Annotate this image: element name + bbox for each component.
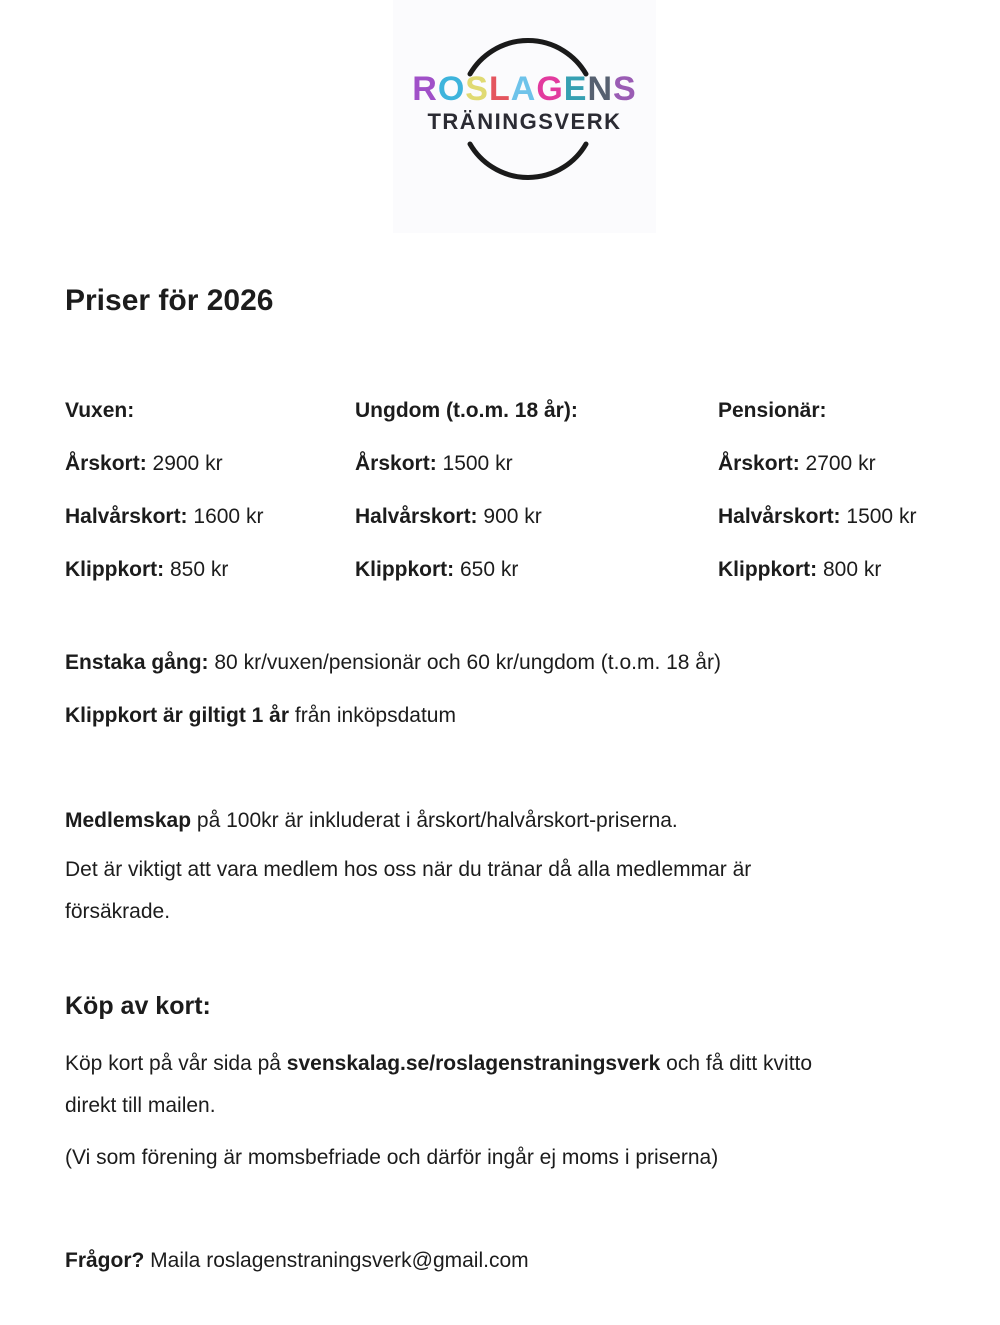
- logo-letter: G: [536, 70, 564, 108]
- logo-letter: N: [587, 70, 614, 108]
- price-label: Halvårskort:: [718, 505, 841, 528]
- logo-wordmark: [393, 71, 656, 107]
- purchase-section-title: Köp av kort:: [65, 992, 211, 1020]
- price-table: [65, 398, 940, 603]
- vat-note: (Vi som förening är momsbefriade och därför ingår ej moms i priserna): [65, 1146, 719, 1169]
- logo: [393, 0, 656, 233]
- price-value: 1500 kr: [436, 452, 513, 475]
- single-visit-text: 80 kr/vuxen/pensionär och 60 kr/ungdom (t.o.m. 18 år): [208, 651, 721, 674]
- price-row: [718, 557, 940, 582]
- purchase-text-pre: Köp kort på vår sida på: [65, 1052, 287, 1075]
- price-row: [355, 451, 718, 476]
- clipcard-validity-note: [65, 703, 940, 728]
- membership-info-line1: Det är viktigt att vara medlem hos oss när du tränar då alla medlemmar är: [65, 858, 752, 881]
- price-label: Klippkort:: [65, 558, 165, 581]
- price-row: [65, 504, 355, 529]
- price-column-vuxen: [65, 398, 355, 603]
- column-title: Pensionär:: [718, 399, 827, 422]
- price-value: 650 kr: [454, 558, 519, 581]
- price-row: [718, 451, 940, 476]
- price-row: [355, 504, 718, 529]
- membership-text: på 100kr är inkluderat i årskort/halvårskort-priserna.: [191, 809, 678, 832]
- price-row: [355, 557, 718, 582]
- purchase-url: svenskalag.se/roslagenstraningsverk: [286, 1052, 661, 1075]
- logo-letter: S: [613, 70, 637, 108]
- logo-letter: R: [412, 70, 438, 108]
- price-value: 900 kr: [477, 505, 542, 528]
- membership-label: Medlemskap: [65, 809, 192, 832]
- price-label: Klippkort:: [718, 558, 818, 581]
- contact-email-text: Maila roslagenstraningsverk@gmail.com: [144, 1249, 529, 1272]
- purchase-instructions: [65, 1043, 940, 1127]
- membership-info-line2: försäkrade.: [65, 900, 171, 923]
- price-value: 850 kr: [164, 558, 229, 581]
- logo-subtitle: TRÄNINGSVERK: [427, 109, 622, 134]
- clipcard-validity-label: Klippkort är giltigt 1 år: [65, 704, 290, 727]
- purchase-text-post: och få ditt kvitto: [660, 1052, 813, 1075]
- price-label: Halvårskort:: [65, 505, 188, 528]
- membership-note: [65, 808, 940, 833]
- price-label: Årskort:: [718, 452, 800, 475]
- price-column-ungdom: [355, 398, 718, 603]
- logo-letter: A: [510, 70, 537, 108]
- price-value: 2900 kr: [146, 452, 223, 475]
- price-value: 1600 kr: [187, 505, 264, 528]
- price-row: [718, 504, 940, 529]
- price-value: 2700 kr: [799, 452, 876, 475]
- logo-letter: E: [563, 70, 588, 108]
- price-row: [65, 451, 355, 476]
- price-row: [65, 557, 355, 582]
- logo-letter: S: [465, 70, 489, 108]
- logo-letter: O: [437, 70, 466, 108]
- membership-info: [65, 849, 940, 933]
- price-label: Årskort:: [355, 452, 437, 475]
- contact-note: [65, 1248, 940, 1273]
- price-column-pensionar: [718, 398, 940, 603]
- column-title: Vuxen:: [65, 399, 135, 422]
- single-visit-label: Enstaka gång:: [65, 651, 209, 674]
- page-title: Priser för 2026: [65, 284, 274, 317]
- price-label: Halvårskort:: [355, 505, 478, 528]
- single-visit-note: [65, 650, 940, 675]
- column-title: Ungdom (t.o.m. 18 år):: [355, 399, 578, 422]
- price-label: Årskort:: [65, 452, 147, 475]
- logo-letter: L: [488, 70, 511, 108]
- clipcard-validity-text: från inköpsdatum: [289, 704, 456, 727]
- contact-label: Frågor?: [65, 1249, 145, 1272]
- purchase-text-line2: direkt till mailen.: [65, 1094, 216, 1117]
- price-value: 1500 kr: [840, 505, 917, 528]
- price-label: Klippkort:: [355, 558, 455, 581]
- price-value: 800 kr: [817, 558, 882, 581]
